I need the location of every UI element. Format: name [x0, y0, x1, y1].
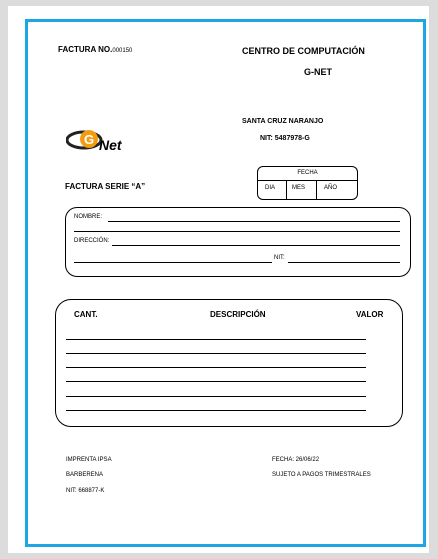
client-name-label: NOMBRE: [74, 214, 103, 220]
invoice-number [58, 45, 132, 54]
company-nit: NIT: 5487978-G [260, 135, 310, 142]
client-address-label: DIRECCIÓN: [74, 238, 110, 244]
date-box [257, 166, 358, 200]
footer-printer: IMPRENTA IPSA [66, 457, 112, 463]
items-table-box [55, 299, 403, 427]
footer-printer-nit: NIT: 668877-K [66, 488, 105, 494]
client-info-box [65, 207, 411, 277]
item-line-5[interactable] [66, 396, 366, 397]
client-nit-line[interactable] [288, 262, 400, 263]
item-line-2[interactable] [66, 353, 366, 354]
invoice-frame [25, 19, 426, 547]
client-address-line[interactable] [112, 245, 400, 246]
invoice-page [8, 6, 429, 553]
footer-city: BARBERENA [66, 472, 104, 478]
gnet-logo [66, 128, 146, 154]
column-header-description: DESCRIPCIÓN [210, 310, 266, 319]
client-address-line-2[interactable] [74, 262, 272, 263]
company-brand: G-NET [304, 67, 332, 77]
logo-text: Net [99, 137, 122, 153]
client-name-line-2[interactable] [74, 231, 400, 232]
column-header-quantity: CANT. [74, 310, 98, 319]
item-line-4[interactable] [66, 381, 366, 382]
date-day-label: DIA [265, 185, 276, 191]
logo-letter: G [84, 132, 95, 147]
footer-tax-note: SUJETO A PAGOS TRIMESTRALES [272, 472, 371, 478]
client-nit-label: NIT: [274, 255, 285, 261]
footer-date: FECHA: 26/06/22 [272, 457, 320, 463]
invoice-number-label: FACTURA NO. [58, 45, 113, 54]
date-year-label: AÑO [324, 185, 338, 191]
item-line-1[interactable] [66, 339, 366, 340]
item-line-3[interactable] [66, 367, 366, 368]
invoice-number-value: 000150 [112, 48, 133, 54]
client-name-line[interactable] [108, 221, 400, 222]
date-title: FECHA [297, 170, 318, 176]
date-month-label: MES [292, 185, 306, 191]
company-address: SANTA CRUZ NARANJO [242, 118, 324, 125]
gnet-logo-icon [66, 128, 146, 154]
item-line-6[interactable] [66, 410, 366, 411]
invoice-series: FACTURA SERIE “A” [65, 182, 146, 191]
column-header-value: VALOR [356, 310, 384, 319]
company-name: CENTRO DE COMPUTACIÓN [242, 46, 365, 56]
